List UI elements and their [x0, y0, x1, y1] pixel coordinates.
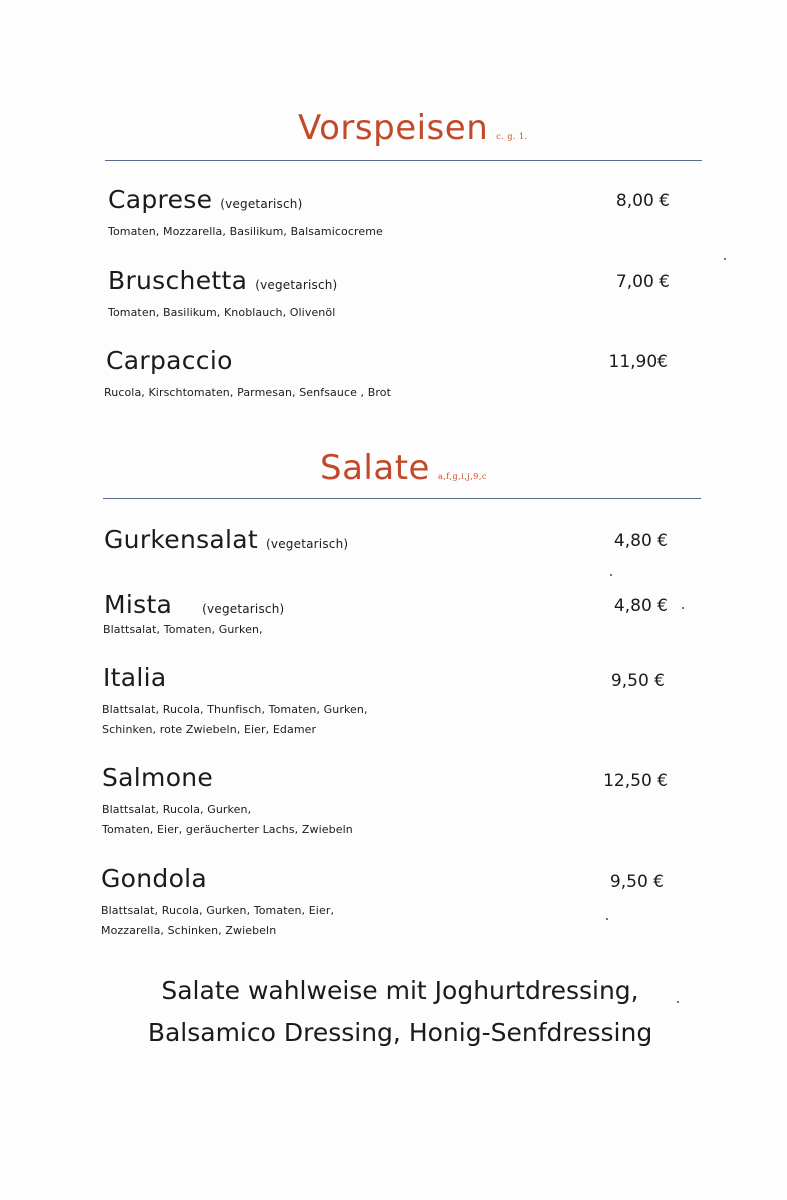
item-name: [104, 525, 348, 554]
item-name: [102, 763, 213, 792]
section-divider: [105, 160, 702, 161]
section-title-text: Vorspeisen: [298, 108, 489, 148]
item-name-text: Gurkensalat: [104, 525, 259, 554]
item-price: 7,00 €: [615, 272, 670, 292]
item-description: [102, 800, 353, 840]
item-description-line: Mozzarella, Schinken, Zwiebeln: [101, 924, 277, 937]
dressing-note-line: Balsamico Dressing, Honig-Senfdressing: [147, 1018, 653, 1047]
item-description-line: Blattsalat, Rucola, Gurken, Tomaten, Eier,: [101, 904, 335, 917]
item-name: [101, 864, 207, 893]
item-name: [108, 266, 337, 295]
vegetarian-tag: (vegetarisch): [266, 537, 349, 551]
item-name-text: Caprese: [108, 185, 213, 214]
item-name-text: Carpaccio: [106, 346, 233, 375]
item-name: [108, 185, 303, 214]
item-description: [101, 901, 334, 941]
section-title-vorspeisen: [298, 108, 528, 148]
section-title-salate: [320, 448, 487, 488]
item-name-text: Mista: [104, 590, 173, 619]
item-name: [106, 346, 233, 375]
item-description-line: Blattsalat, Rucola, Gurken,: [102, 803, 252, 816]
vegetarian-tag: (vegetarisch): [202, 602, 285, 616]
item-price: 9,50 €: [610, 671, 665, 691]
scan-speck: [724, 258, 726, 260]
vegetarian-tag: (vegetarisch): [255, 278, 338, 292]
vegetarian-tag: (vegetarisch): [220, 197, 303, 211]
dressing-note: [120, 970, 680, 1054]
item-name-text: Salmone: [102, 763, 214, 792]
scan-speck: [606, 918, 608, 920]
item-name-text: Bruschetta: [108, 266, 248, 295]
item-name: [103, 663, 167, 692]
item-description: Tomaten, Mozzarella, Basilikum, Balsamicocreme: [108, 225, 383, 238]
allergen-codes: a,f,g,i,j,9,c: [437, 472, 487, 481]
dressing-note-line: Salate wahlweise mit Joghurtdressing,: [161, 976, 639, 1005]
item-description: Rucola, Kirschtomaten, Parmesan, Senfsauce , Brot: [104, 386, 392, 399]
item-price: 11,90€: [608, 352, 668, 372]
item-name-text: Italia: [103, 663, 167, 692]
item-description-line: Tomaten, Eier, geräucherter Lachs, Zwiebeln: [102, 823, 353, 836]
section-divider: [103, 498, 701, 499]
item-price: 8,00 €: [615, 191, 670, 211]
item-description-line: Blattsalat, Rucola, Thunfisch, Tomaten, Gurken,: [102, 703, 368, 716]
item-price: 4,80 €: [613, 596, 668, 616]
scan-speck: [677, 1001, 679, 1003]
item-description: Tomaten, Basilikum, Knoblauch, Olivenöl: [108, 306, 336, 319]
item-description: [102, 700, 368, 740]
item-price: 12,50 €: [603, 771, 668, 791]
item-price: 9,50 €: [609, 872, 664, 892]
item-price: 4,80 €: [613, 531, 668, 551]
scan-speck: [610, 574, 612, 576]
section-title-text: Salate: [320, 448, 430, 488]
item-description: Blattsalat, Tomaten, Gurken,: [103, 623, 263, 636]
item-name-text: Gondola: [101, 864, 208, 893]
item-description-line: Schinken, rote Zwiebeln, Eier, Edamer: [102, 723, 317, 736]
scan-speck: [682, 607, 684, 609]
allergen-codes: c. g. 1.: [496, 132, 528, 141]
item-name: [104, 590, 284, 619]
